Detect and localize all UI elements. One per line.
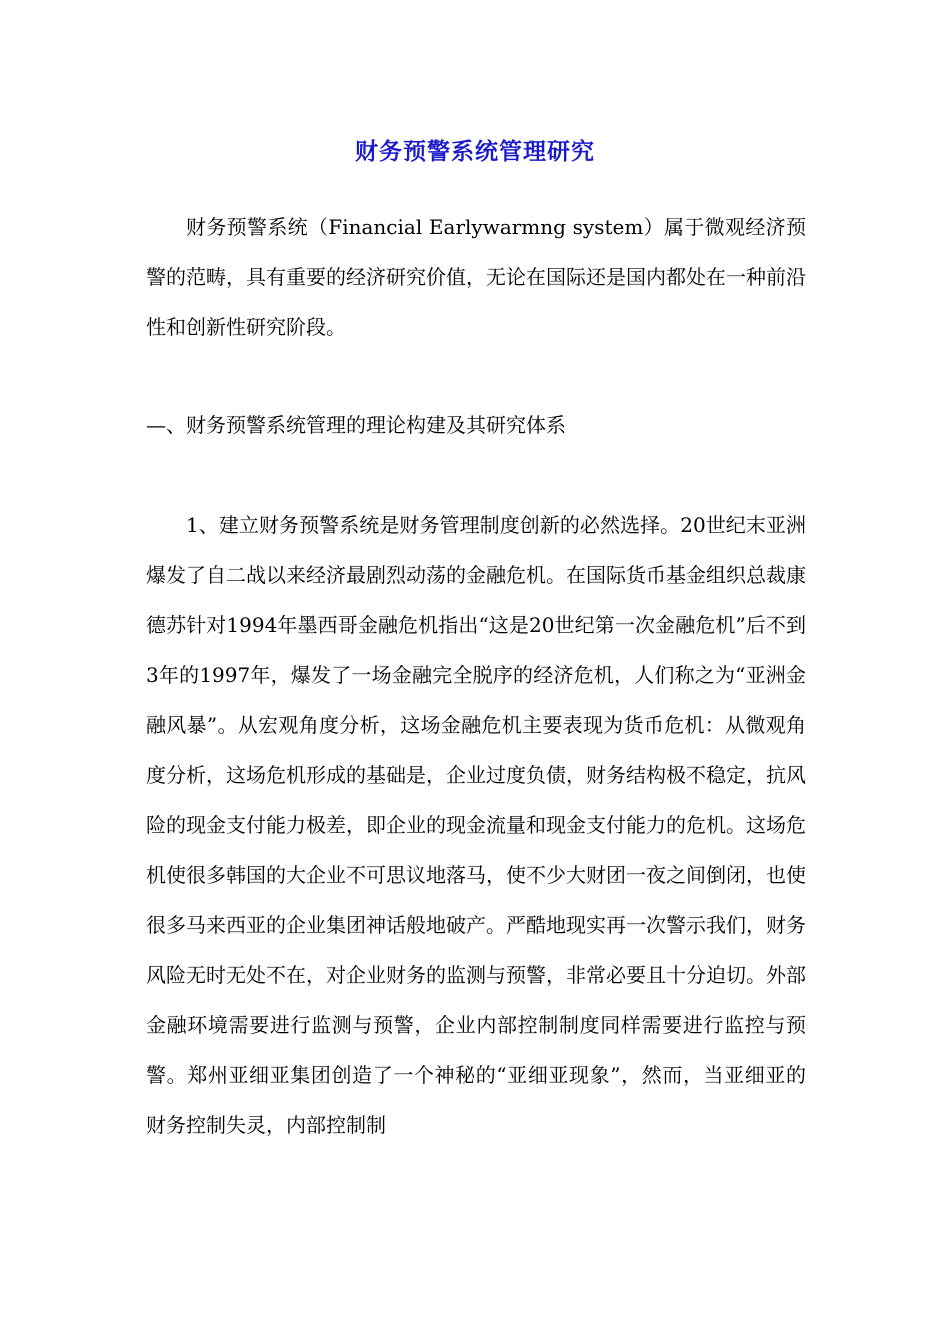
section-1-paragraph: 1、建立财务预警系统是财务管理制度创新的必然选择。20世纪末亚洲爆发了自二战以来经济最剧烈动荡的金融危机。在国际货币基金组织总裁康德苏针对1994年墨西哥金融危机指出“这是20世纪第一次金融危机”后不到3年的1997年，爆发了一场金融完全脱序的经济危机，人们称之为“亚洲金融风暴”。从宏观角度分析，这场金融危机主要表现为货币危机：从微观角度分析，这场危机形成的基础是，企业过度负债，财务结构极不稳定，抗风险的现金支付能力极差，即企业的现金流量和现金支付能力的危机。这场危机使很多韩国的大企业不可思议地落马，使不少大财团一夜之间倒闭，也使很多马来西亚的企业集团神话般地破产。严酷地现实再一次警示我们，财务风险无时无处不在，对企业财务的监测与预警，非常必要且十分迫切。外部金融环境需要进行监测与预警，企业内部控制制度同样需要进行监控与预警。郑州亚细亚集团创造了一个神秘的“亚细亚现象”，然而，当亚细亚的财务控制失灵，内部控制制 [146,513,806,1137]
section-heading: —、财务预警系统管理的理论构建及其研究体系 [146,413,566,437]
document-title: 财务预警系统管理研究 [355,138,595,165]
intro-paragraph: 财务预警系统（Financial Earlywarmng system）属于微观经济预警的范畴，具有重要的经济研究价值，无论在国际还是国内都处在一种前沿性和创新性研究阶段。 [146,215,806,339]
